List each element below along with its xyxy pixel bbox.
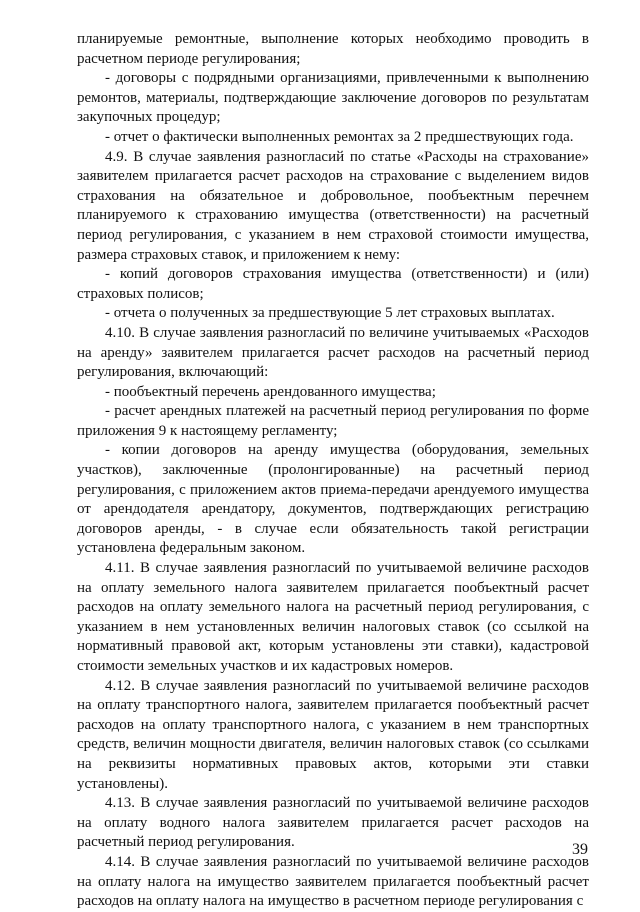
paragraph: - копий договоров страхования имущества (ответственности) и (или) страховых полисов; [77,266,589,302]
paragraph: - договоры с подрядными организациями, привлеченными к выполнению ремонтов, материалы, подтверждающие заключение договоров по результатам закупочных процедур; [77,70,589,126]
paragraph: - расчет арендных платежей на расчетный период регулирования по форме приложения 9 к настоящему регламенту; [77,403,589,439]
document-body [77,30,589,912]
paragraph: 4.11. В случае заявления разногласий по учитываемой величине расходов на оплату земельного налога заявителем прилагается пообъектный расчет расходов на оплату земельного налога на расчетный период регулирования, с указанием в нем установленных величин налоговых ставок (со ссылкой на нормативный правовой акт, которым установлены эти ставки), кадастровой стоимости земельных участков и их кадастровых номеров. [77,560,589,674]
paragraph: - копии договоров на аренду имущества (оборудования, земельных участков), заключенные (пролонгированные) на расчетный период регулирования, с приложением актов приема-передачи арендуемого имущества от арендодателя арендатору, документов, подтверждающих регистрацию договоров аренды, - в случае если обязательность такой регистрации установлена федеральным законом. [77,442,589,557]
paragraph: 4.9. В случае заявления разногласий по статье «Расходы на страхование» заявителем прилагается расчет расходов на страхование с выделением видов страхования на обязательное и добровольное, пообъектным перечнем планируемого к страхованию имущества (ответственности) на расчетный период регулирования, с указанием в нем страховой стоимости имущества, размера страховых ставок, и приложением к нему: [77,148,589,263]
page-number: 39 [572,841,588,858]
paragraph: 4.12. В случае заявления разногласий по учитываемой величине расходов на оплату транспортного налога, заявителем прилагается пообъектный расчет расходов на оплату транспортного налога, с указанием в нем транспортных средств, величин мощности двигателя, величин налоговых ставок (со ссылками на реквизиты нормативных правовых актов, которыми эти ставки установлены). [77,677,589,792]
paragraph: 4.13. В случае заявления разногласий по учитываемой величине расходов на оплату водного налога заявителем прилагается расчет расходов на расчетный период регулирования. [77,795,589,851]
paragraph: - отчет о фактически выполненных ремонтах за 2 предшествующих года. [105,128,574,145]
paragraph: планируемые ремонтные, выполнение которых необходимо проводить в расчетном периоде регулирования; [77,31,589,67]
paragraph: - пообъектный перечень арендованного имущества; [105,383,436,400]
paragraph: - отчета о полученных за предшествующие 5 лет страховых выплатах. [105,305,555,322]
paragraph: 4.14. В случае заявления разногласий по учитываемой величине расходов на оплату налога на имущество заявителем прилагается пообъектный расчет расходов на оплату налога на имущество в расчетном периоде регулирования с [77,853,589,910]
paragraph: 4.10. В случае заявления разногласий по величине учитываемых «Расходов на аренду» заявителем прилагается расчет расходов на расчетный период регулирования, включающий: [77,324,589,381]
